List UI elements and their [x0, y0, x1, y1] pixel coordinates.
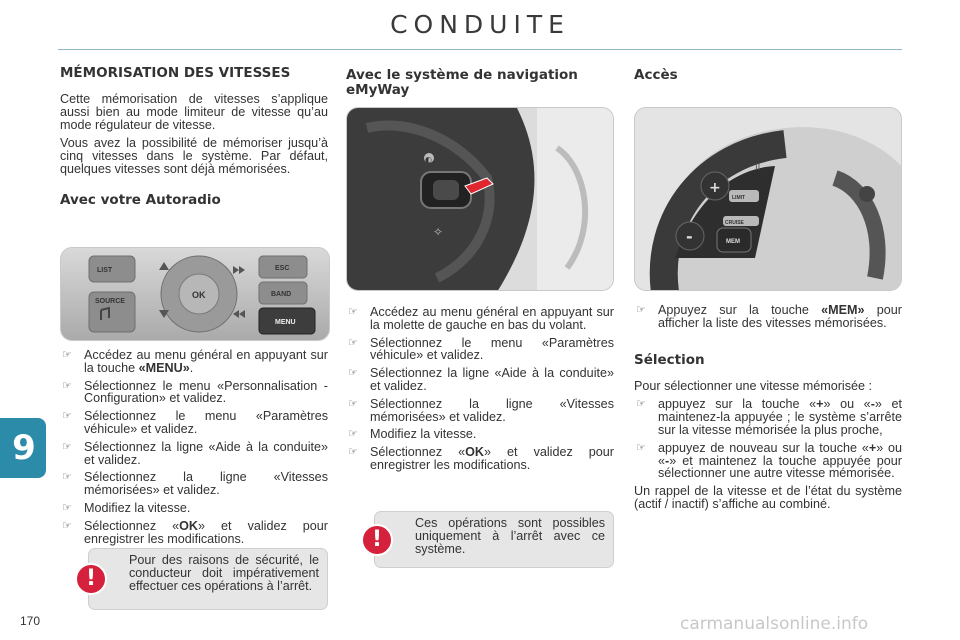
page-title: CONDUITE — [390, 10, 570, 39]
steering-wheel-left-thumbwheel-image — [346, 107, 614, 291]
right-text — [634, 304, 902, 511]
bullet-pointing-hand-icon: ☞ — [636, 304, 646, 316]
bullet-pointing-hand-icon: ☞ — [348, 306, 358, 318]
list-item: ☞ appuyez sur la touche «+» ou «-» et maintenez-la appuyée ; le système s’arrête sur la vitesse mémorisée la plus proche, — [636, 397, 902, 437]
steering-wheel-drawing — [347, 108, 614, 291]
list-item: ☞ Modifiez la vitesse. — [348, 427, 477, 442]
bullet-pointing-hand-icon: ☞ — [636, 441, 646, 454]
list-item: ☞ Accédez au menu général en appuyant sur la touche «MENU». — [62, 348, 328, 375]
bullet-pointing-hand-icon: ☞ — [636, 398, 646, 411]
exclamation-warning-icon: ! — [75, 563, 107, 595]
steering-wheel-controls-drawing — [635, 108, 902, 291]
bullet-pointing-hand-icon: ☞ — [62, 410, 72, 423]
autoradio-panel-drawing — [61, 248, 330, 341]
cruise-button-label: CRUISE — [725, 220, 744, 226]
intro-paragraph-2: Vous avez la possibilité de mémoriser jusqu’à cinq vitesses dans le système. Par défaut, quelques vitesses sont déjà mémorisées. — [60, 136, 328, 176]
esc-button-label: ESC — [275, 265, 290, 272]
bullet-pointing-hand-icon: ☞ — [62, 519, 72, 532]
steering-wheel-mem-button-image — [634, 107, 902, 291]
list-item: ☞ Modifiez la vitesse. — [62, 500, 191, 515]
bullet-pointing-hand-icon: ☞ — [62, 440, 72, 453]
plus-button-label: + — [709, 180, 721, 196]
list-item: ☞ Appuyez sur la touche «MEM» pour afficher la liste des vitesses mémorisées. — [636, 303, 902, 330]
ok-button-label: OK — [192, 290, 206, 300]
bullet-pointing-hand-icon: ☞ — [348, 367, 358, 380]
warning-text: Ces opérations sont possibles uniquement à l’arrêt avec ce système. — [415, 516, 605, 556]
watermark: carmanualsonline.info — [680, 614, 869, 634]
menu-button-label: MENU — [275, 319, 296, 326]
svg-text:✧: ✧ — [433, 225, 444, 239]
section-heading: MÉMORISATION DES VITESSES — [60, 65, 291, 81]
bullet-pointing-hand-icon: ☞ — [348, 428, 358, 441]
minus-button-label: - — [686, 227, 693, 246]
list-item: ☞ Sélectionnez la ligne «Vitesses mémorisées» et validez. — [62, 470, 328, 498]
list-item: ☞ appuyez de nouveau sur la touche «+» ou «-» et maintenez la touche appuyée pour sélectionner une autre vitesse mémorisée. — [636, 440, 902, 481]
right-step-list — [634, 304, 902, 330]
selection-step-list — [634, 398, 902, 480]
subsection-heading: Sélection — [634, 351, 705, 368]
list-item: ☞ Sélectionnez la ligne «Aide à la conduite» et validez. — [348, 366, 614, 393]
list-item: ☞ Sélectionnez «OK» et validez pour enregistrer les modifications. — [62, 518, 328, 546]
band-button-label: BAND — [271, 291, 292, 298]
list-button-label: LIST — [97, 267, 113, 274]
intro-paragraph: Cette mémorisation de vitesses s’applique aussi bien au mode limiteur de vitesse qu’au mode régulateur de vitesse. — [60, 92, 328, 132]
mem-button-label: MEM — [726, 239, 740, 245]
svg-text:◐: ◐ — [425, 155, 432, 164]
list-item: ☞ Sélectionnez le menu «Personnalisation - Configuration» et validez. — [62, 378, 328, 406]
warning-text: Pour des raisons de sécurité, le conducteur doit impérativement effectuer ces opérations à l’arrêt. — [129, 553, 319, 593]
subsection-heading: Avec votre Autoradio — [60, 191, 221, 208]
list-item: ☞ Sélectionnez le menu «Paramètres véhicule» et validez. — [348, 335, 614, 363]
bullet-pointing-hand-icon: ☞ — [348, 397, 358, 410]
left-steps — [60, 349, 328, 550]
page-number: 170 — [20, 614, 41, 628]
left-step-list — [60, 349, 328, 545]
left-column — [60, 66, 328, 208]
autoradio-panel-image — [60, 247, 330, 341]
svg-text:II: II — [755, 163, 761, 173]
bullet-pointing-hand-icon: ☞ — [62, 379, 72, 392]
safety-warning-box — [85, 548, 328, 610]
middle-column — [346, 68, 614, 98]
bullet-pointing-hand-icon: ☞ — [348, 446, 358, 459]
source-button-label: SOURCE — [95, 298, 125, 305]
list-item: ☞ Sélectionnez la ligne «Vitesses mémorisées» et validez. — [348, 396, 614, 424]
header-divider — [58, 49, 902, 50]
chapter-number: 9 — [12, 428, 36, 468]
bullet-pointing-hand-icon: ☞ — [348, 336, 358, 349]
middle-steps — [346, 306, 614, 477]
list-item: ☞ Accédez au menu général en appuyant sur la molette de gauche en bas du volant. — [348, 305, 614, 332]
list-item: ☞ Sélectionnez le menu «Paramètres véhicule» et validez. — [62, 409, 328, 436]
exclamation-warning-icon: ! — [361, 524, 393, 556]
right-column — [634, 68, 902, 83]
limit-button-label: LIMIT — [732, 195, 746, 201]
middle-step-list — [346, 306, 614, 472]
bullet-pointing-hand-icon: ☞ — [62, 501, 72, 514]
selection-intro: Pour sélectionner une vitesse mémorisée : — [634, 378, 872, 393]
list-item: ☞ Sélectionnez «OK» et validez pour enregistrer les modifications. — [348, 445, 614, 472]
reminder-paragraph: Un rappel de la vitesse et de l’état du système (actif / inactif) s’affiche au combiné. — [634, 484, 902, 511]
bullet-pointing-hand-icon: ☞ — [62, 349, 72, 361]
section-heading: Accès — [634, 67, 678, 83]
section-heading: Avec le système de navigation eMyWay — [346, 67, 578, 98]
list-item: ☞ Sélectionnez la ligne «Aide à la conduite» et validez. — [62, 439, 328, 467]
system-warning-box — [371, 511, 614, 568]
bullet-pointing-hand-icon: ☞ — [62, 471, 72, 484]
